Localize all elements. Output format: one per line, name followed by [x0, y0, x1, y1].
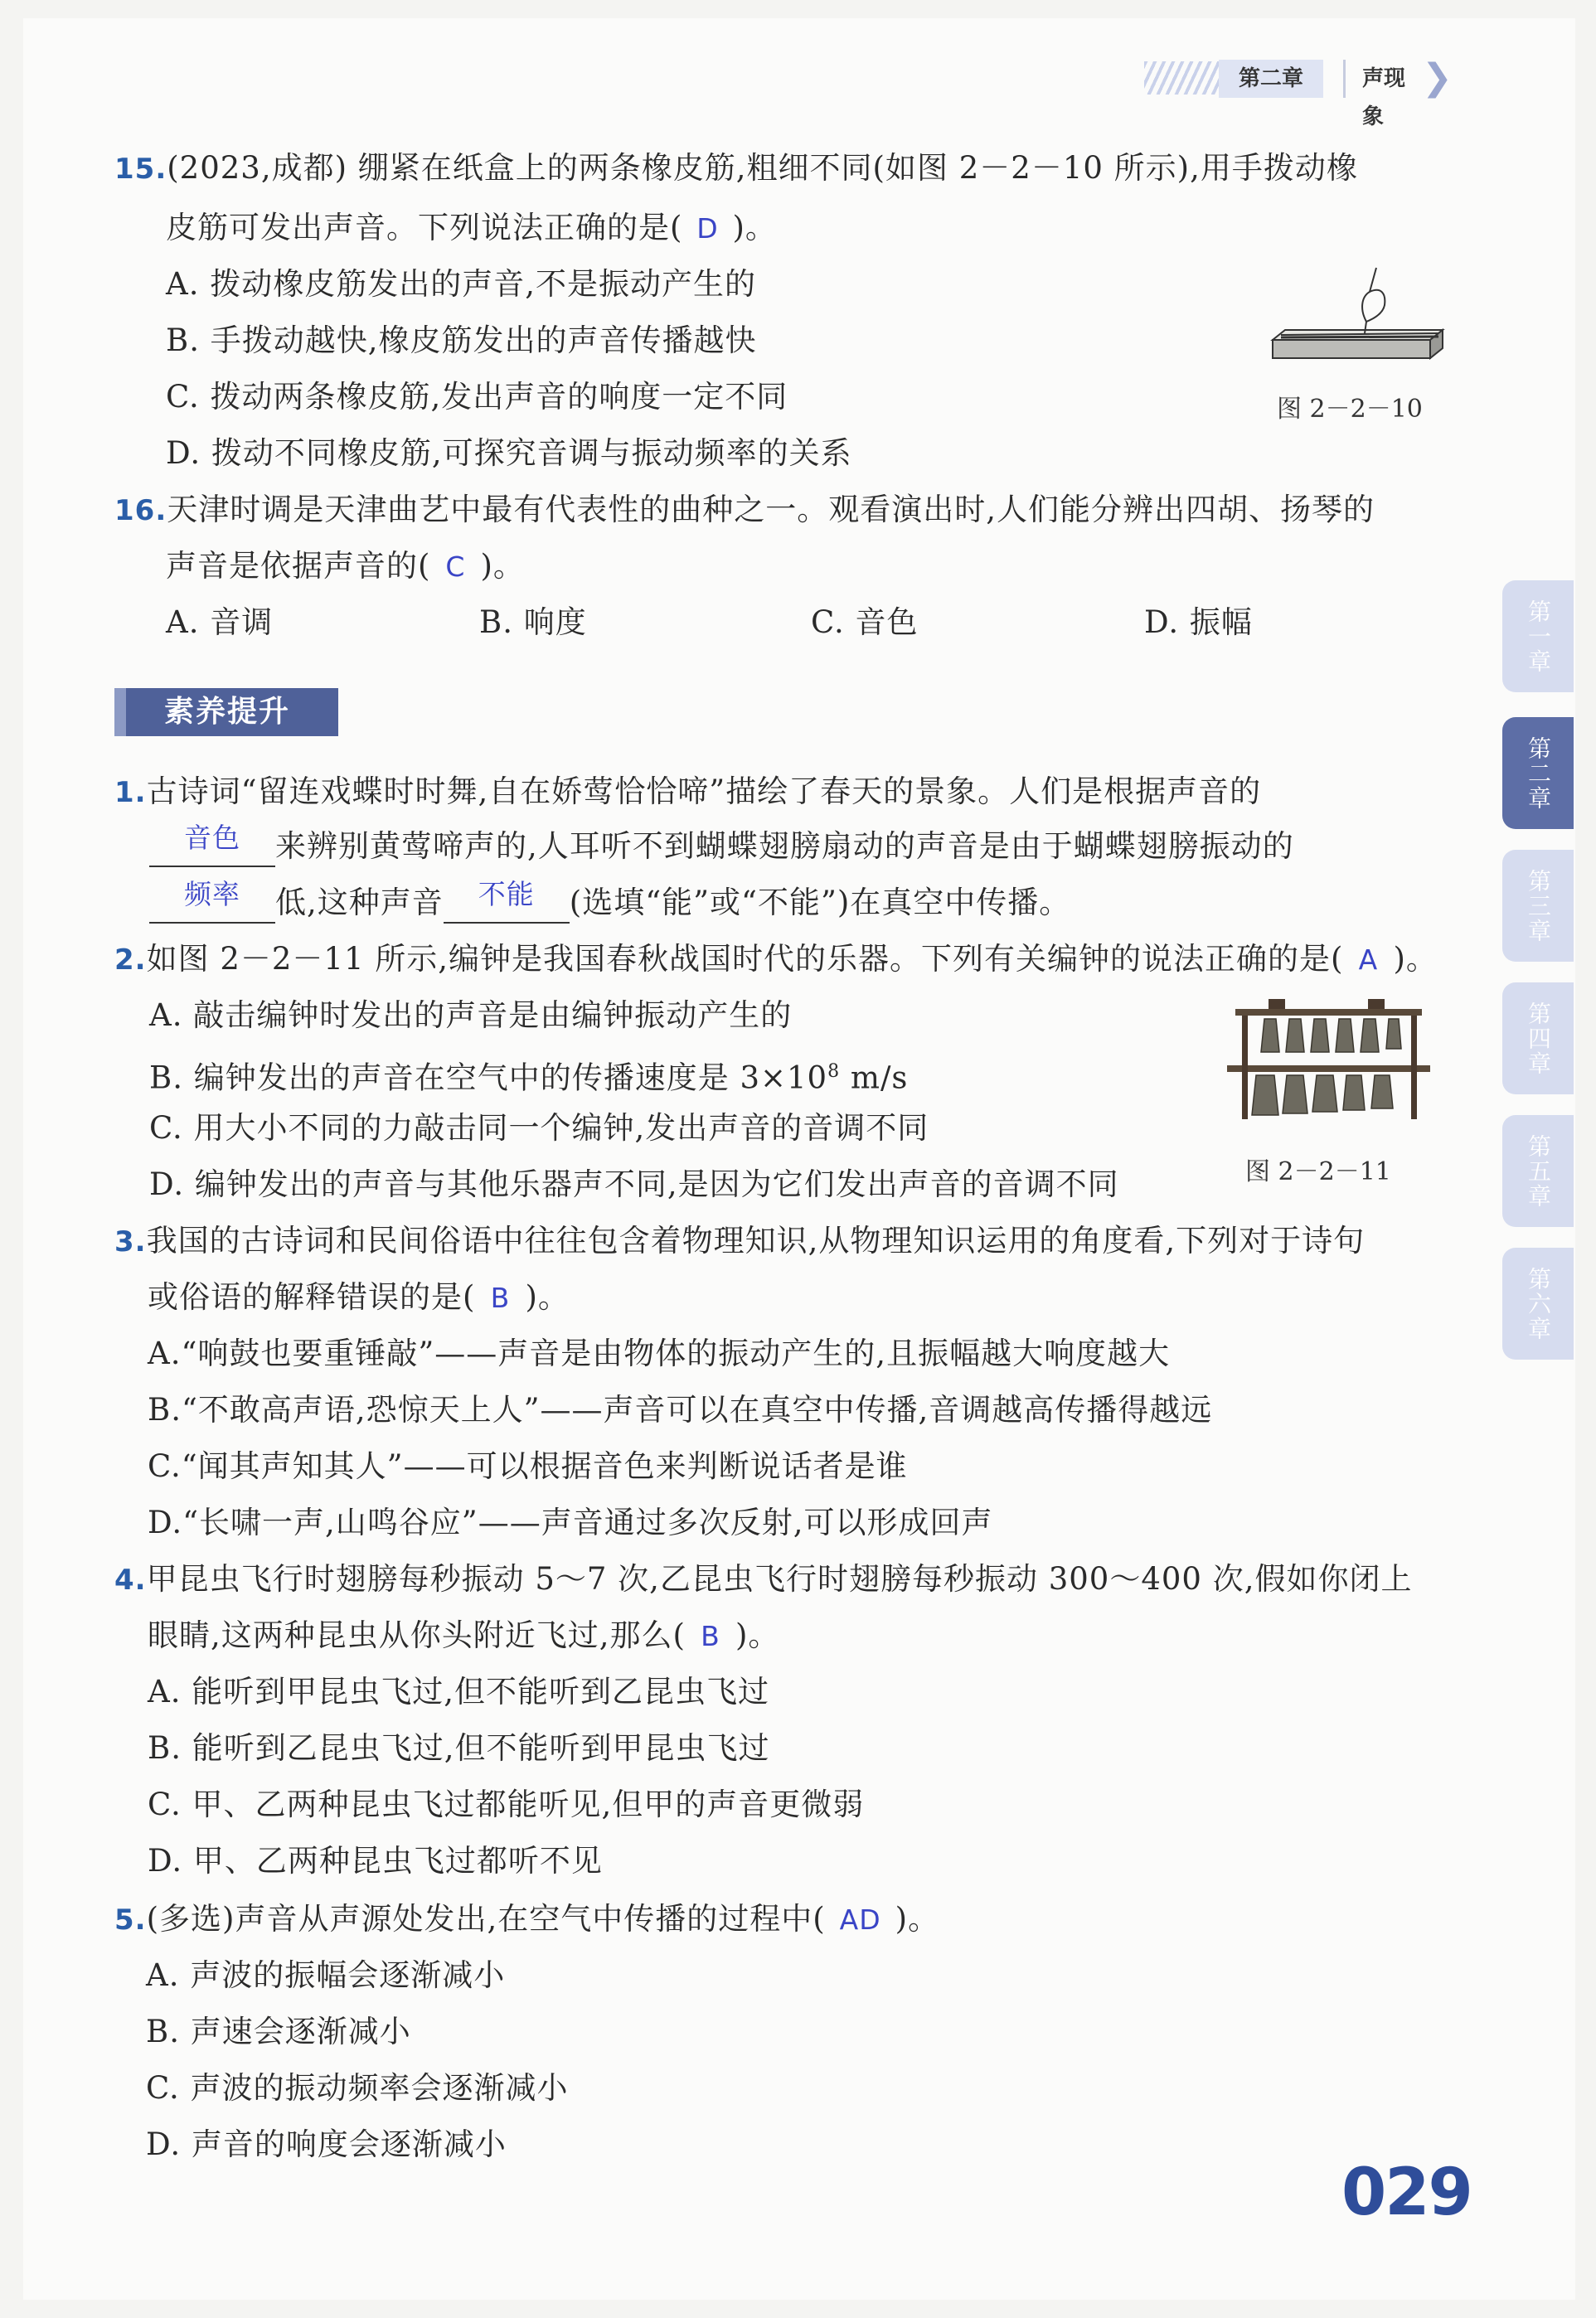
header-chapter: 第二章 — [1219, 60, 1323, 98]
problem-4-line2: 眼睛,这两种昆虫从你头附近飞过,那么( B )。 — [148, 1615, 779, 1657]
question-15-line1: 15.(2023,成都) 绷紧在纸盒上的两条橡皮筋,粗细不同(如图 2－2－10 所示),用手拨动橡 — [114, 150, 1358, 186]
header-topic: 声现象 — [1343, 60, 1443, 98]
problem-3-line1: 3.我国的古诗词和民间俗语中往往包含着物理知识,从物理知识运用的角度看,下列对于诗句 — [114, 1223, 1366, 1258]
answer-mark: C — [445, 550, 466, 583]
option-c: C. 音色 — [811, 604, 919, 640]
problem-1-line2: 音色 来辨别黄莺啼声的,人耳听不到蝴蝶翅膀扇动的声音是由于蝴蝶翅膀振动的 — [149, 826, 1294, 867]
fill-blank: 不能 — [444, 885, 570, 924]
answer-mark: AD — [839, 1903, 881, 1936]
figure-caption: 图 2－2－10 — [1277, 395, 1423, 424]
tab-chapter-5[interactable]: 第五章 — [1502, 1115, 1574, 1227]
option-a: A. 声波的振幅会逐渐减小 — [146, 1957, 506, 1993]
question-number: 1. — [114, 776, 147, 809]
section-badge: 素养提升 — [114, 688, 338, 736]
page-header — [1144, 55, 1453, 129]
option-a: A. 敲击编钟时发出的声音是由编钟振动产生的 — [149, 997, 793, 1033]
problem-3-line2: 或俗语的解释错误的是( B )。 — [148, 1277, 570, 1319]
figure-caption: 图 2－2－11 — [1245, 1157, 1391, 1186]
tab-chapter-4[interactable]: 第四章 — [1502, 982, 1574, 1094]
problem-2-line1: 2.如图 2－2－11 所示,编钟是我国春秋战国时代的乐器。下列有关编钟的说法正确的是( A )。 — [114, 938, 1438, 981]
option-a: A. 拨动橡皮筋发出的声音,不是振动产生的 — [166, 266, 757, 302]
answer-mark: B — [701, 1620, 720, 1652]
option-d: D. 编钟发出的声音与其他乐器声不同,是因为它们发出声音的音调不同 — [149, 1166, 1119, 1202]
option-b: B. 编钟发出的声音在空气中的传播速度是 $3\times 10^8$ m/s — [149, 1060, 909, 1096]
problem-1-line1: 1.古诗词“留连戏蝶时时舞,自在娇莺恰恰啼”描绘了春天的景象。人们是根据声音的 — [114, 773, 1262, 809]
fill-blank: 频率 — [149, 885, 275, 924]
option-b: B.“不敢高声语,恐惊天上人”——声音可以在真空中传播,音调越高传播得越远 — [148, 1392, 1213, 1428]
question-number: 3. — [114, 1225, 147, 1258]
bianzhong-bells-figure — [1219, 999, 1443, 1123]
fill-blank: 音色 — [149, 829, 275, 867]
option-b: B. 声速会逐渐减小 — [146, 2014, 411, 2049]
option-c: C. 用大小不同的力敲击同一个编钟,发出声音的音调不同 — [149, 1110, 929, 1146]
option-d: D. 声音的响度会逐渐减小 — [146, 2126, 507, 2162]
chevron-right-icon: ❯ — [1422, 56, 1453, 99]
option-a: A.“响鼓也要重锤敲”——声音是由物体的振动产生的,且振幅越大响度越大 — [148, 1336, 1171, 1371]
tab-chapter-6[interactable]: 第六章 — [1502, 1248, 1574, 1360]
option-c: C. 拨动两条橡皮筋,发出声音的响度一定不同 — [166, 379, 788, 415]
option-c: C. 甲、乙两种昆虫飞过都能听见,但甲的声音更微弱 — [148, 1787, 865, 1822]
problem-1-line3: 频率 低,这种声音 不能 (选填“能”或“不能”)在真空中传播。 — [149, 882, 1070, 924]
option-c: C.“闻其声知其人”——可以根据音色来判断说话者是谁 — [148, 1448, 908, 1484]
question-number: 15. — [114, 153, 167, 186]
question-15-line2: 皮筋可发出声音。下列说法正确的是( D )。 — [166, 207, 777, 250]
answer-mark: B — [490, 1282, 511, 1314]
question-number: 2. — [114, 943, 147, 977]
option-d: D. 振幅 — [1144, 604, 1253, 640]
question-number: 5. — [114, 1903, 147, 1937]
answer-mark: A — [1358, 943, 1379, 976]
option-b: B. 能听到乙昆虫飞过,但不能听到甲昆虫飞过 — [148, 1730, 770, 1766]
question-number: 16. — [114, 494, 167, 527]
answer-mark: D — [696, 212, 719, 245]
option-d: D.“长啸一声,山鸣谷应”——声音通过多次反射,可以形成回声 — [148, 1505, 993, 1540]
tab-chapter-1[interactable]: 第一章 — [1502, 580, 1574, 692]
problem-5-line1: 5.(多选)声音从声源处发出,在空气中传播的过程中( AD )。 — [114, 1899, 939, 1941]
option-d: D. 拨动不同橡皮筋,可探究音调与振动频率的关系 — [166, 435, 852, 471]
rubber-band-box-figure — [1269, 264, 1451, 371]
option-a: A. 能听到甲昆虫飞过,但不能听到乙昆虫飞过 — [148, 1674, 770, 1709]
question-16-line1: 16.天津时调是天津曲艺中最有代表性的曲种之一。观看演出时,人们能分辨出四胡、扬琴的 — [114, 492, 1375, 527]
tab-chapter-3[interactable]: 第三章 — [1502, 850, 1574, 962]
question-number: 4. — [114, 1564, 147, 1597]
page-number: 029 — [1341, 2156, 1472, 2230]
option-d: D. 甲、乙两种昆虫飞过都听不见 — [148, 1843, 603, 1879]
option-c: C. 声波的振动频率会逐渐减小 — [146, 2070, 569, 2106]
option-b: B. 手拨动越快,橡皮筋发出的声音传播越快 — [166, 322, 757, 358]
option-a: A. 音调 — [166, 604, 274, 640]
header-stripes — [1144, 61, 1219, 95]
problem-4-line1: 4.甲昆虫飞行时翅膀每秒振动 5～7 次,乙昆虫飞行时翅膀每秒振动 300～400 次,假如你闭上 — [114, 1561, 1413, 1597]
question-16-line2: 声音是依据声音的( C )。 — [166, 546, 525, 588]
tab-chapter-2[interactable]: 第二章 — [1502, 717, 1574, 829]
option-b: B. 响度 — [479, 604, 587, 640]
